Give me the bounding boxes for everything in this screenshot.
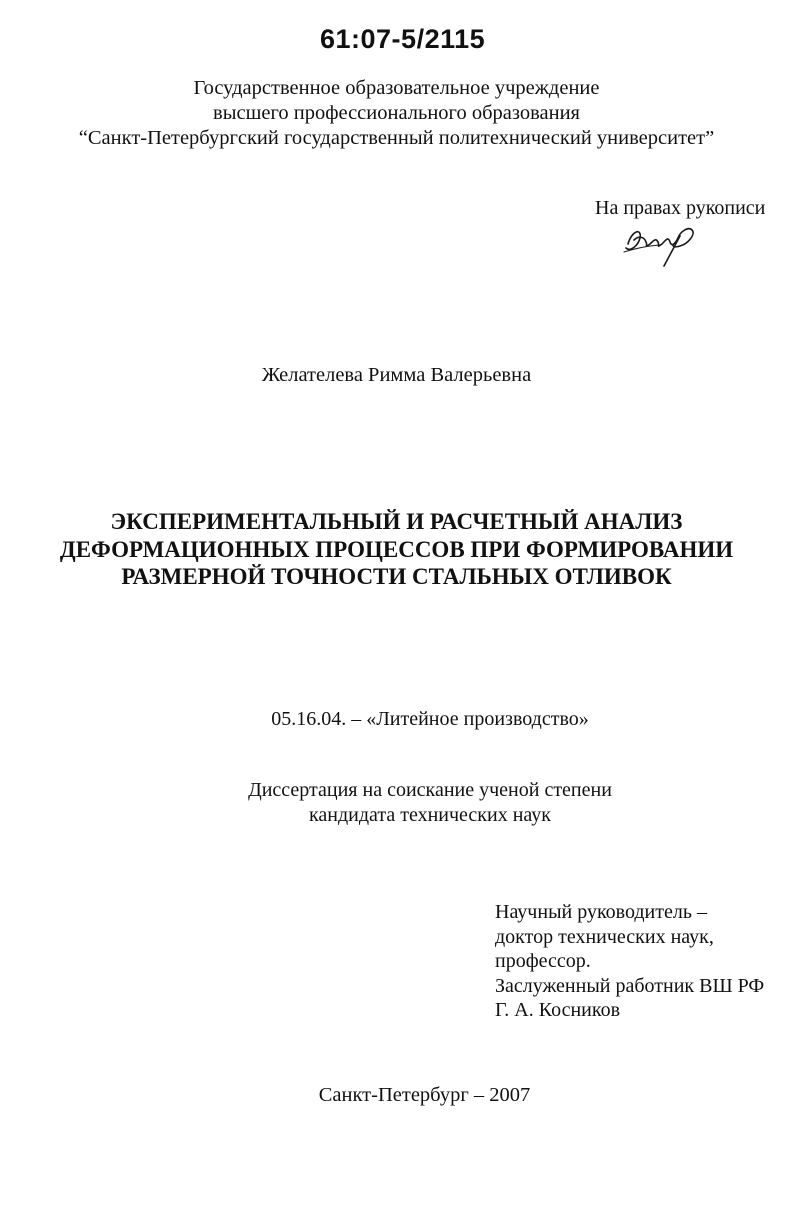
place-and-year: Санкт-Петербург – 2007: [318, 1084, 531, 1106]
supervisor-block: [495, 900, 764, 1023]
degree-line-2: кандидата технических наук: [308, 804, 552, 826]
institution-block: [0, 76, 793, 151]
institution-line-3: “Санкт-Петербургский государственный политехнический университет”: [78, 127, 715, 149]
institution-line-1: Государственное образовательное учреждение: [193, 77, 600, 99]
specialty-code: 05.16.04. – «Литейное производство»: [271, 708, 589, 730]
supervisor-line-1: Научный руководитель –: [495, 901, 707, 923]
supervisor-line-2: доктор технических наук,: [495, 925, 714, 948]
title-line-1: ЭКСПЕРИМЕНТАЛЬНЫЙ И РАСЧЕТНЫЙ АНАЛИЗ: [110, 509, 683, 534]
dissertation-title: [0, 508, 793, 591]
title-line-3: РАЗМЕРНОЙ ТОЧНОСТИ СТАЛЬНЫХ ОТЛИВОК: [121, 564, 672, 589]
supervisor-line-3: профессор.: [495, 950, 591, 972]
institution-line-2: высшего профессионального образования: [213, 102, 580, 124]
degree-statement: [0, 778, 793, 828]
handwritten-signature: [622, 222, 702, 268]
manuscript-note: На правах рукописи: [595, 197, 766, 219]
title-line-2: ДЕФОРМАЦИОННЫХ ПРОЦЕССОВ ПРИ ФОРМИРОВАНИИ: [59, 536, 734, 562]
supervisor-line-4: Заслуженный работник ВШ РФ: [495, 974, 765, 997]
author-name: Желателева Римма Валерьевна: [261, 364, 532, 386]
catalog-code: 61:07-5/2115: [320, 24, 486, 54]
supervisor-line-5: Г. А. Косников: [495, 999, 621, 1021]
degree-line-1: Диссертация на соискание ученой степени: [248, 779, 612, 801]
